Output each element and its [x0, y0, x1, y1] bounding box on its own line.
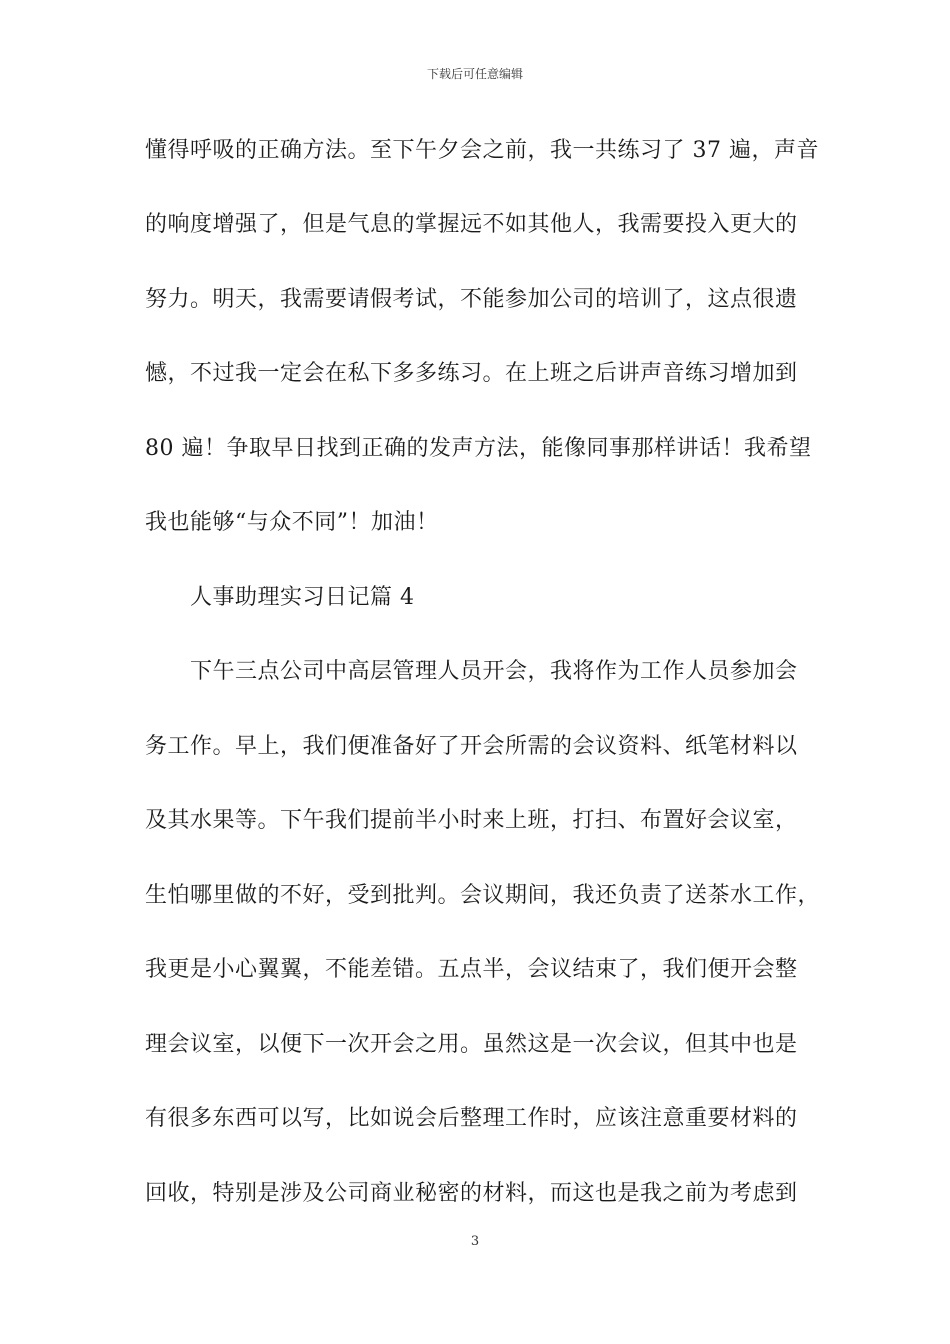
- text-line: 80 遍！争取早日找到正确的发声方法，能像同事那样讲话！我希望: [145, 436, 812, 461]
- text-line: 努力。明天，我需要请假考试，不能参加公司的培训了，这点很遗: [145, 287, 798, 312]
- text-line: 憾，不过我一定会在私下多多练习。在上班之后讲声音练习增加到: [145, 361, 798, 386]
- page-header: 下载后可任意编辑: [426, 67, 523, 81]
- text-line: 及其水果等。下午我们提前半小时来上班，打扫、布置好会议室，: [145, 808, 798, 833]
- text-line: 理会议室，以便下一次开会之用。虽然这是一次会议，但其中也是: [145, 1032, 798, 1057]
- section-heading: 人事助理实习日记篇 4: [190, 585, 415, 610]
- text-line: 回收，特别是涉及公司商业秘密的材料，而这也是我之前为考虑到: [145, 1181, 798, 1206]
- text-line: 的响度增强了，但是气息的掌握远不如其他人，我需要投入更大的: [145, 212, 798, 237]
- text-line: 我也能够“与众不同”！加油！: [145, 510, 439, 535]
- text-line: 生怕哪里做的不好，受到批判。会议期间，我还负责了送茶水工作，: [145, 883, 821, 908]
- text-line: 务工作。早上，我们便准备好了开会所需的会议资料、纸笔材料以: [145, 734, 798, 759]
- text-line: 懂得呼吸的正确方法。至下午夕会之前，我一共练习了 37 遍，声音: [145, 138, 819, 163]
- text-line: 下午三点公司中高层管理人员开会，我将作为工作人员参加会: [190, 659, 798, 684]
- text-line: 有很多东西可以写，比如说会后整理工作时，应该注意重要材料的: [145, 1106, 798, 1131]
- page-number: 3: [470, 1234, 480, 1249]
- text-line: 我更是小心翼翼，不能差错。五点半，会议结束了，我们便开会整: [145, 957, 798, 982]
